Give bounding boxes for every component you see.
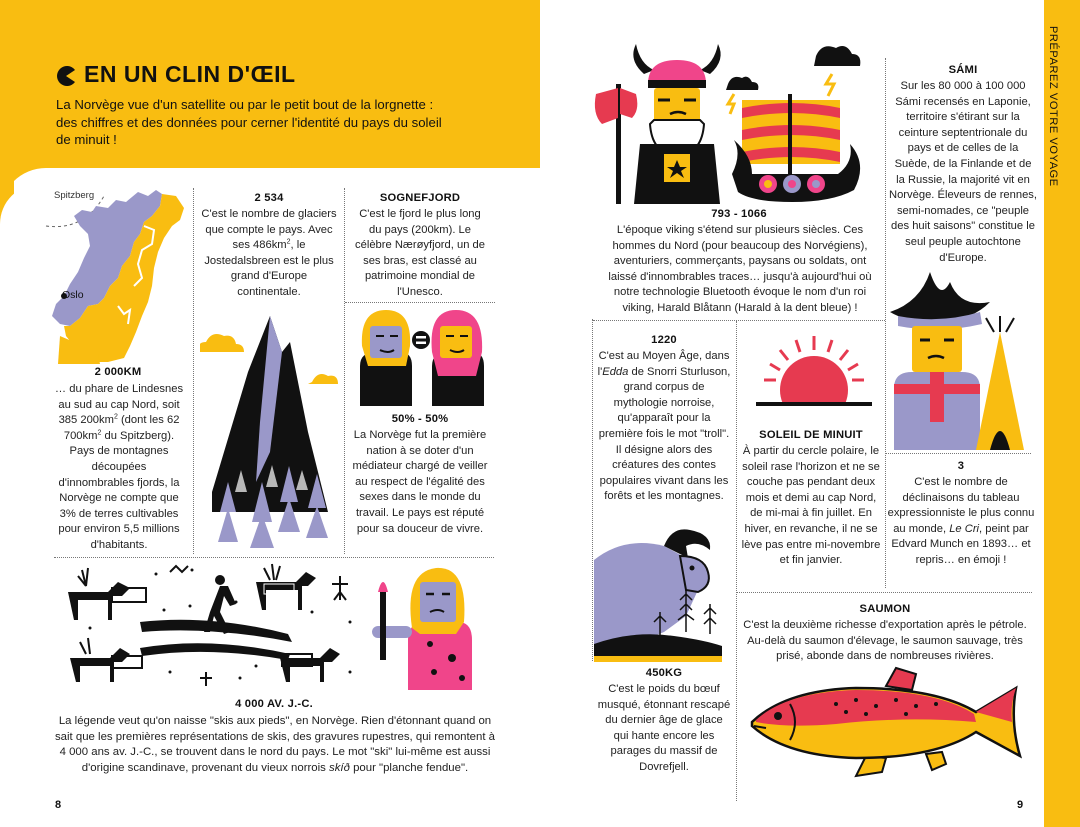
fact-text-coast: … du phare de Lindesnes au sud au cap Nord, soit 385 $200km^2$ (dont les 62 $700km^2$ du Spitzberg). Pays de montagnes découpées d'innombrables fjords, la Norvège ne compte que 3% de terres cultivables pour environ 5,5 millions d'habitants.: [54, 383, 184, 551]
muskox-illustration: [594, 520, 722, 662]
fact-text-sognefjord: C'est le fjord le plus long du pays (200km). Le célèbre Nærøyfjord, un de ses bras, est classé au patrimoine mondial de l'Unesco.: [355, 208, 485, 298]
pacman-icon: [56, 66, 76, 86]
fact-text-scream: C'est le nombre de déclinaisons du tableau expressionniste le plus connu au monde, Le Cri, peint par Edvard Munch en 1893… et repris… en émoji !: [887, 476, 1035, 566]
troll-illustration: [372, 562, 478, 690]
side-tab-label: PRÉPAREZ VOTRE VOYAGE: [1047, 26, 1059, 187]
rock-carvings-illustration: [60, 562, 360, 690]
fact-text-muskox: C'est le poids du bœuf musqué, étonnant rescapé du dernier âge de glace qui hante encore les parages du massif de Dovrefjell.: [597, 683, 731, 773]
equality-illustration: [356, 306, 486, 406]
fact-text-sami: Sur les 80 000 à 100 000 Sámi recensés en Laponie, territoire s'étirant sur la ceinture septentrionale du pays et de celles de la Suède, de la Finlande et de la Russie, la majorité vit en Norvège. Éleveurs de rennes, semi-nomades, ce "peuple des huit saisons" constitue le seul peuple autochtone d'Europe.: [889, 80, 1038, 264]
salmon-illustration: [746, 666, 1028, 782]
fact-title-edda: 1220: [651, 334, 677, 346]
fact-title-midnight-sun: SOLEIL DE MINUIT: [759, 429, 863, 441]
fact-text-salmon: C'est la deuxième richesse d'exportation après le pétrole. Au-delà du saumon d'élevage, le saumon sauvage, très prisé, abonde dans de nombreuses rivières.: [743, 619, 1027, 663]
fact-text-equality: La Norvège fut la première nation à se doter d'un médiateur chargé de veiller au respect de l'égalité des sexes dans le monde du travail. Le pays est réputé pour sa douceur de vivre.: [352, 429, 488, 535]
fact-title-muskox: 450KG: [645, 667, 683, 679]
map-label-oslo: Oslo: [62, 289, 84, 301]
mountain-illustration: [200, 312, 345, 552]
fact-title-viking: 793 - 1066: [711, 208, 767, 220]
intro-text: La Norvège vue d'un satellite ou par le petit bout de la lorgnette : des chiffres et des données pour cerner l'identité du pays du soleil de minuit !: [56, 97, 442, 147]
fact-title-scream: 3: [957, 460, 965, 472]
fact-title-equality: 50% - 50%: [391, 413, 449, 425]
fact-title-sami: SÁMI: [948, 64, 978, 76]
fact-text-viking: L'époque viking s'étend sur plusieurs siècles. Ces hommes du Nord (pour beaucoup des Norvégiens), aventuriers, commerçants, paysans ou soldats, ont laissé d'innombrables traces… jusqu'à aujourd'hui où notre technologie Bluetooth évoque le nom d'un roi viking, Harald Blåtann (Harald à la dent bleue) !: [608, 224, 872, 314]
map-label-spitzberg: Spitzberg: [54, 190, 95, 201]
fact-text-ski: La légende veut qu'on naisse "skis aux pieds", en Norvège. Rien d'étonnant quand on sait que les premières représentations de skis, des gravures rupestres, qui remontent à 4 000 ans av. J.-C., se trouvent dans le nord du pays. Le mot "ski" lui-même est aussi d'origine scandinave, provenant du vieux norrois skíð pour "planche fendue".: [54, 715, 496, 774]
norway-map-illustration: [44, 186, 194, 366]
viking-illustration: [592, 44, 872, 204]
page-title: EN UN CLIN D'ŒIL: [84, 61, 296, 87]
fact-title-coast: 2 000KM: [94, 366, 142, 378]
midnight-sun-illustration: [756, 330, 872, 426]
fact-title-sognefjord: SOGNEFJORD: [379, 192, 461, 204]
fact-text-glaciers: C'est le nombre de glaciers que compte le pays. Avec ses $486km^2$, le Jostedalsbreen est le plus grand d'Europe continentale.: [201, 208, 337, 298]
page-number-left: 8: [55, 799, 62, 811]
fact-title-glaciers: 2 534: [254, 192, 284, 204]
fact-title-salmon: SAUMON: [859, 603, 911, 615]
fact-text-midnight-sun: À partir du cercle polaire, le soleil rase l'horizon et ne se couche pas pendant deux mois et demi au cap Nord, de mi-mai à fin juillet. En hiver, en revanche, il ne se lève pas entre mi-novembre et fin janvier.: [741, 445, 881, 567]
fact-title-ski: 4 000 AV. J.-C.: [235, 698, 313, 710]
fact-text-edda: C'est au Moyen Âge, dans l'Edda de Snorri Sturluson, grand corpus de mythologie norroise, qu'apparaît pour la première fois le mot "troll". Il désigne alors des créatures des contes populaires vivant dans les forêts et les montagnes.: [597, 350, 731, 503]
yellow-header-band: [0, 0, 540, 184]
page-number-right: 9: [1017, 799, 1024, 811]
sami-illustration: [890, 272, 1030, 450]
